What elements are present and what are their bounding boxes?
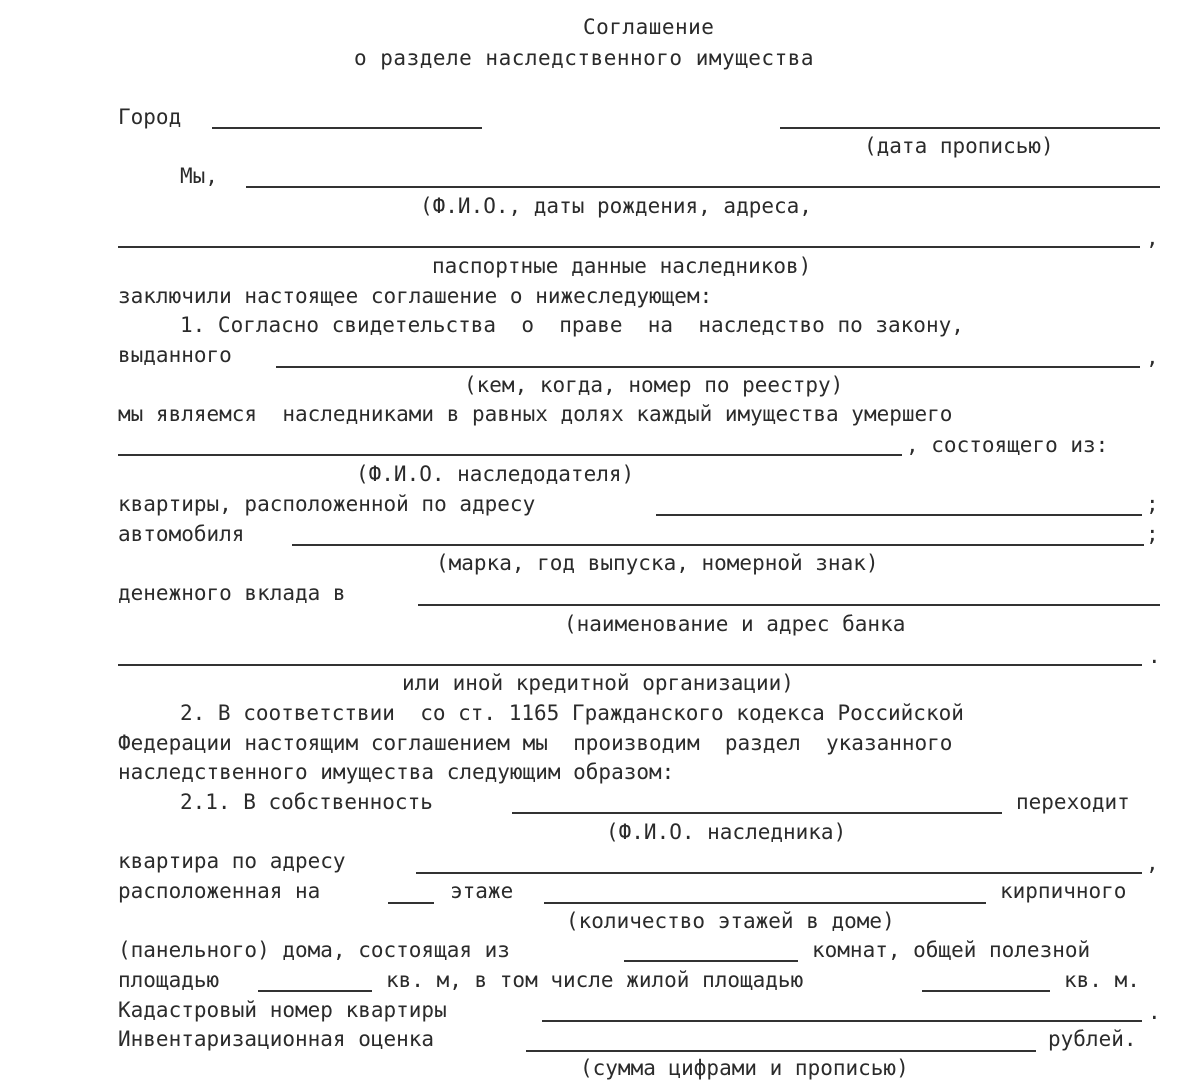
rubles-label: рублей. [1048,1027,1137,1051]
heir-caption: (Ф.И.О. наследника) [606,820,847,844]
issued-label: выданного [118,343,232,367]
passes-text: переходит [1016,790,1130,814]
city-label: Город [118,105,182,129]
rooms-label: комнат, общей полезной [812,938,1091,962]
clause2-line-1: 2. В соответствии со ст. 1165 Гражданского кодекса Российской [180,701,964,725]
sum-caption: (сумма цифрами и прописью) [580,1056,909,1080]
issued-caption: (кем, когда, номер по реестру) [464,373,844,397]
clause2-line-3: наследственного имущества следующим образом: [118,760,675,784]
floors-total-field-line [544,902,986,904]
we-label: Мы, [180,164,218,188]
floors-caption: (количество этажей в доме) [566,909,895,933]
consisting-text: , состоящего из: [906,433,1109,457]
cadastral-label: Кадастровый номер квартиры [118,998,447,1022]
apartment-label: квартиры, расположенной по адресу [118,492,536,516]
doc-title: Соглашение [583,15,715,39]
car-semicolon: ; [1146,522,1159,546]
date-field-line [780,127,1160,129]
clause2-line-2: Федерации настоящим соглашением мы производим раздел указанного [118,731,953,755]
located-on-label: расположенная на [118,879,321,903]
testator-caption: (Ф.И.О. наследодателя) [356,462,635,486]
ownership-label: 2.1. В собственность [180,790,433,814]
parties-caption-2: паспортные данные наследников) [432,254,812,278]
parties-field-line-2 [118,246,1140,248]
date-caption: (дата прописью) [864,134,1054,158]
cadastral-period: . [1148,1000,1161,1024]
car-caption: (марка, год выпуска, номерной знак) [436,551,879,575]
apt-address-label: квартира по адресу [118,849,346,873]
city-field-line [212,127,482,129]
area-field-line [258,990,372,992]
clause1-text: 1. Согласно свидетельства о праве на наследство по закону, [180,313,964,337]
cadastral-field-line [542,1020,1142,1022]
floor-label: этаже [450,879,514,903]
floor-field-line [388,902,434,904]
inventory-label: Инвентаризационная оценка [118,1027,435,1051]
bank-field-line [118,664,1142,666]
brick-label: кирпичного [1000,879,1127,903]
issued-field-line [276,366,1140,368]
concluded-text: заключили настоящее соглашение о нижеследующем: [118,284,713,308]
bank-caption-2: или иной кредитной организации) [402,671,794,695]
bank-caption-1: (наименование и адрес банка [564,612,906,636]
area-label: площадью [118,968,220,992]
heir-field-line [512,812,1002,814]
car-field-line [292,544,1144,546]
living-area-label: кв. м, в том числе жилой площадью [386,968,804,992]
inventory-field-line [526,1050,1036,1052]
deposit-label: денежного вклада в [118,581,346,605]
living-area-field-line [922,990,1050,992]
doc-subtitle: о разделе наследственного имущества [354,46,815,70]
parties-field-line-1 [246,186,1160,188]
panel-house-label: (панельного) дома, состоящая из [118,938,510,962]
issued-comma: , [1146,345,1159,369]
apartment-semicolon: ; [1146,492,1159,516]
apt-address-field-line [416,872,1142,874]
parties-comma: , [1146,226,1159,250]
parties-caption-1: (Ф.И.О., даты рождения, адреса, [420,194,812,218]
bank-period: . [1148,644,1161,668]
testator-field-line [118,454,902,456]
deposit-field-line [418,604,1160,606]
apartment-field-line [656,514,1142,516]
car-label: автомобиля [118,522,245,546]
heirs-text: мы являемся наследниками в равных долях каждый имущества умершего [118,402,953,426]
rooms-field-line [624,960,798,962]
apt-address-comma: , [1146,851,1159,875]
sqm-label: кв. м. [1064,968,1140,992]
